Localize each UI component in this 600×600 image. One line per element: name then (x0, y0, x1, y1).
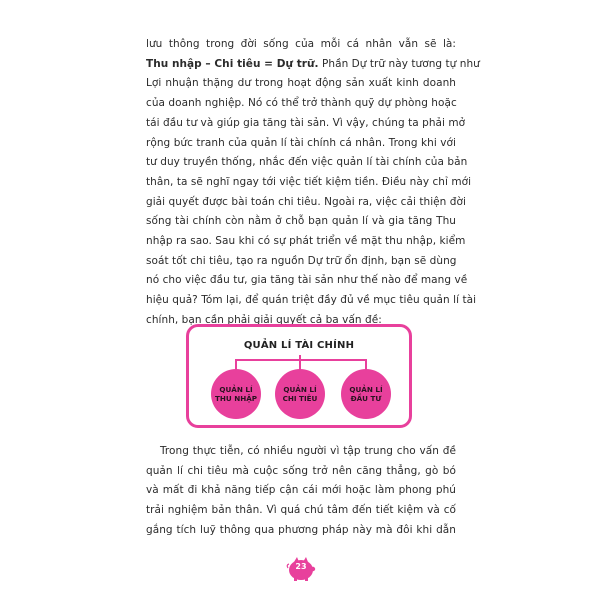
text-line: nhập ra sao. Sau khi có sự phát triển về mặt thu nhập, kiểm (146, 235, 466, 248)
text-line: lưu thông trong đời sống của mỗi cá nhân vẫn sẽ là: (146, 38, 456, 50)
text-line: thân, ta sẽ nghĩ ngay tới việc tiết kiệm tiền. Điều này chỉ mới (146, 175, 472, 188)
text-line: gắng tích luỹ thông qua phương pháp này mà đôi khi dẫn (146, 523, 456, 536)
text-line: Trong thực tiễn, có nhiều người vì tập trung cho vấn đề (160, 445, 456, 457)
text-line: và mất đi khả năng tiếp cận cái mới hoặc làm phong phú (146, 484, 456, 497)
text-line: soát tốt chi tiêu, tạo ra nguồn Dự trữ ổn định, bạn sẽ dùng (146, 254, 457, 267)
text-line: nó cho việc đầu tư, gia tăng tài sản như thế nào để mang về (146, 274, 468, 287)
text-fragment: Phần Dự trữ này tương tự như (318, 57, 480, 70)
paragraph-2 (146, 442, 456, 541)
text-line: tái đầu tư và giúp gia tăng tài sản. Vì vậy, chúng ta phải mở (146, 116, 466, 129)
finance-diagram (186, 324, 412, 428)
node-label: THU NHẬP (214, 394, 258, 403)
connector-line (235, 359, 367, 361)
page-number-badge (286, 553, 316, 583)
paragraph-1 (146, 35, 480, 331)
text-line: sống tài chính còn nằm ở chỗ bạn quản lí và gia tăng Thu (146, 215, 456, 228)
text-line: quản lí chi tiêu mà cuộc sống trở nên căng thẳng, gò bó (146, 464, 456, 477)
node-label: QUẢN LÍ (219, 385, 253, 394)
text-line: trải nghiệm bản thân. Vì quá chú tâm đến tiết kiệm và cố (146, 504, 456, 517)
text-line (146, 55, 480, 75)
formula-text: Thu nhập – Chi tiêu = Dự trữ. (146, 57, 319, 70)
text-line: chính, bạn cần phải giải quyết cả ba vấn đề: (146, 313, 382, 326)
node-label: QUẢN LÍ (349, 385, 383, 394)
node-label: QUẢN LÍ (283, 385, 317, 394)
node-spending (275, 369, 325, 419)
text-line: tư duy truyền thống, nhắc đến việc quản lí tài chính của bản (146, 156, 468, 169)
text-line: rộng bức tranh của quản lí tài chính cá nhân. Trong khi với (146, 136, 456, 149)
page-number: 23 (295, 562, 307, 571)
text-line: giải quyết được bài toán chi tiêu. Ngoài ra, việc cải thiện đời (146, 195, 466, 208)
node-income (211, 369, 261, 419)
text-line: hiệu quả? Tóm lại, để quán triệt đầy đủ về mục tiêu quản lí tài (146, 294, 477, 307)
node-investment (341, 369, 391, 419)
node-label: ĐẦU TƯ (350, 394, 382, 403)
node-label: CHI TIÊU (282, 394, 318, 403)
text-line: Lợi nhuận thặng dư trong hoạt động sản xuất kinh doanh (146, 77, 456, 90)
text-line: của doanh nghiệp. Nó có thể trở thành quỹ dự phòng hoặc (146, 97, 457, 110)
diagram-title: QUẢN LÍ TÀI CHÍNH (243, 340, 355, 351)
